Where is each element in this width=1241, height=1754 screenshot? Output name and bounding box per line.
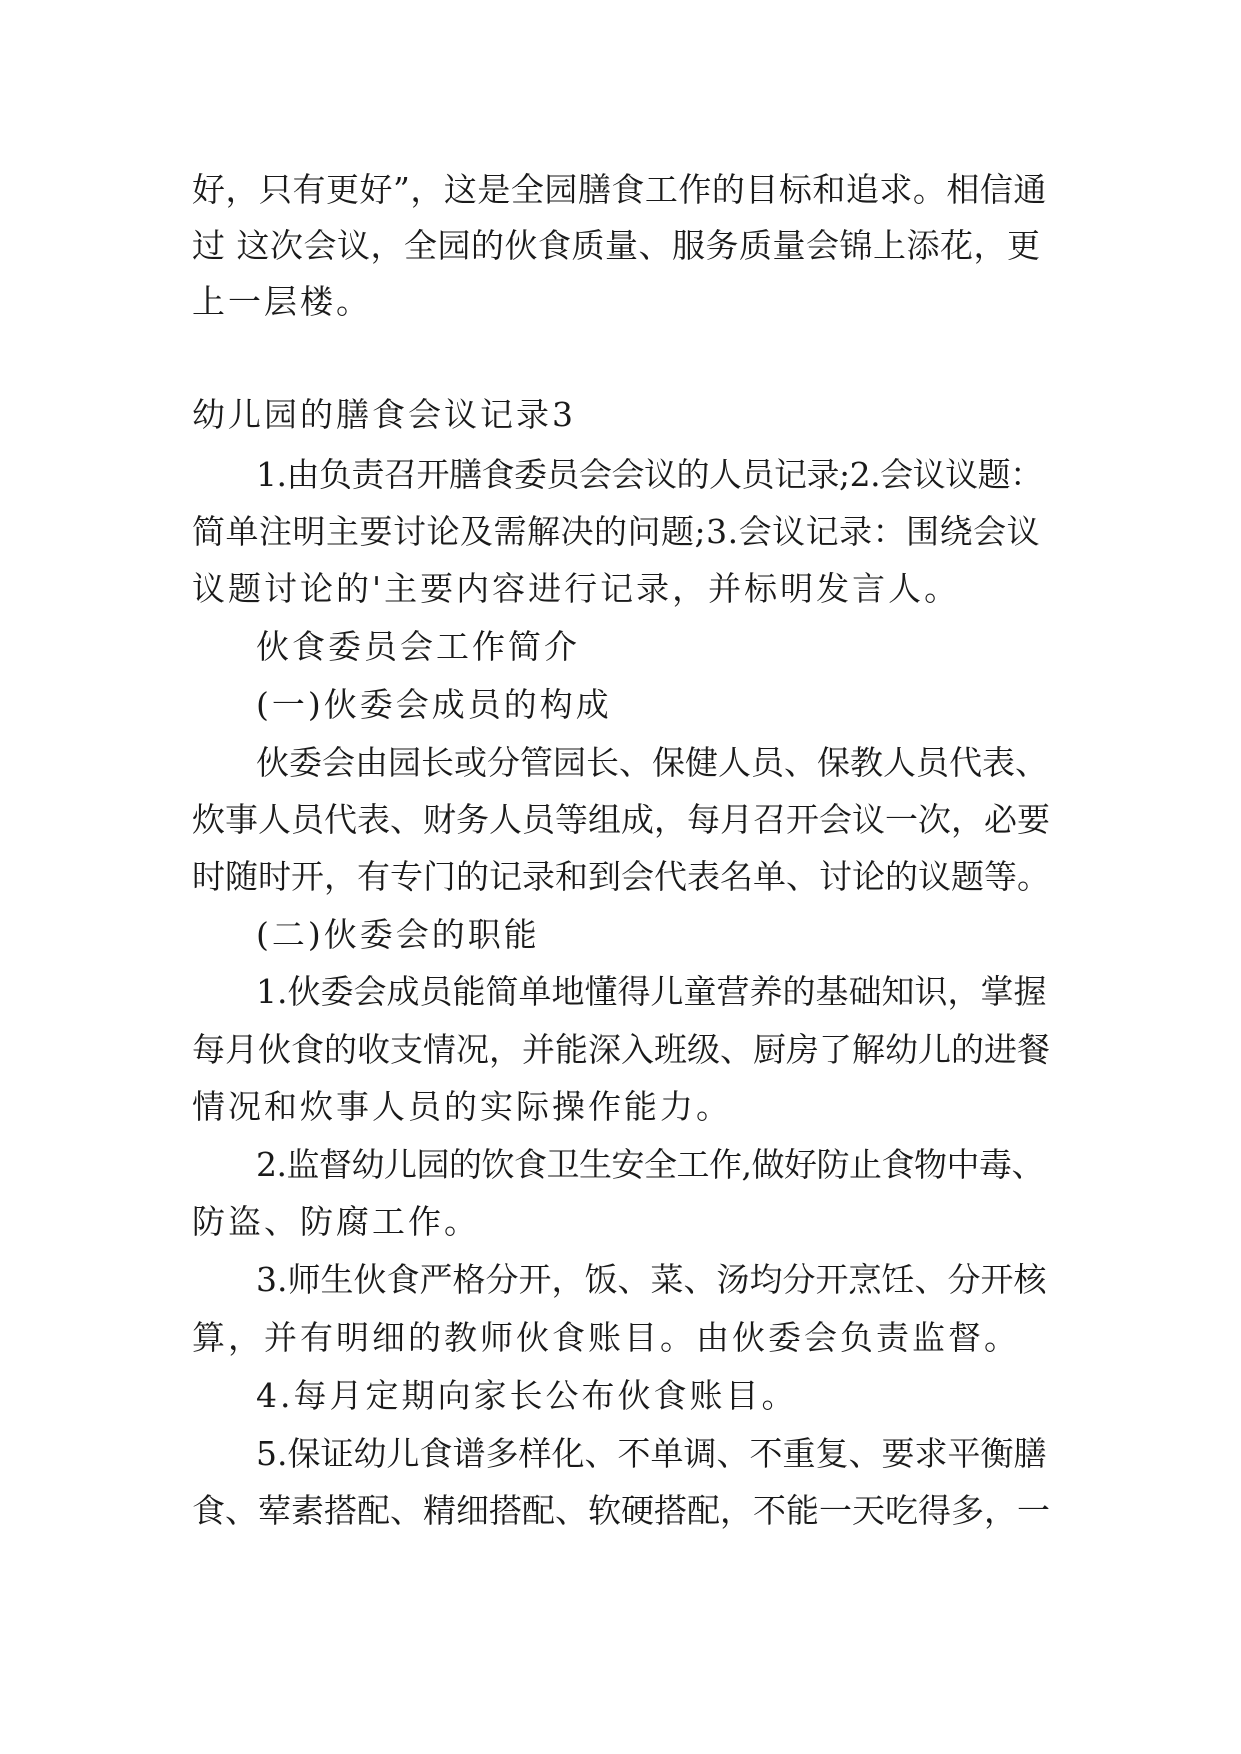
text-line: 每月伙食的收支情况，并能深入班级、厨房了解幼儿的进餐 (192, 1030, 1050, 1069)
subheading: (二)伙委会的职能 (256, 915, 540, 954)
text-line: 1.伙委会成员能简单地懂得儿童营养的基础知识，掌握 (256, 972, 1047, 1011)
text-line: 伙委会由园长或分管园长、保健人员、保教人员代表、 (256, 743, 1048, 782)
text-line: 3.师生伙食严格分开，饭、菜、汤均分开烹饪、分开核 (256, 1260, 1047, 1299)
text-line: 4.每月定期向家长公布伙食账目。 (256, 1376, 798, 1415)
text-line: 过 这次会议，全园的伙食质量、服务质量会锦上添花，更 (192, 226, 1041, 265)
text-line: 5.保证幼儿食谱多样化、不单调、不重复、要求平衡膳 (256, 1434, 1047, 1473)
text-line: 炊事人员代表、财务人员等组成，每月召开会议一次，必要 (192, 800, 1050, 839)
text-line: 2.监督幼儿园的饮食卫生安全工作,做好防止食物中毒、 (256, 1145, 1044, 1184)
text-line: 防盗、防腐工作。 (192, 1202, 480, 1241)
text-line: 时随时开，有专门的记录和到会代表名单、讨论的议题等。 (192, 857, 1050, 896)
text-line: 1.由负责召开膳食委员会会议的人员记录;2.会议议题： (256, 455, 1043, 494)
subheading: 伙食委员会工作简介 (256, 627, 580, 666)
text-line: 简单注明主要讨论及需解决的问题;3.会议记录：围绕会议 (192, 512, 1041, 551)
text-line: 情况和炊事人员的实际操作能力。 (192, 1087, 732, 1126)
text-line: 食、荤素搭配、精细搭配、软硬搭配，不能一天吃得多，一 (192, 1491, 1050, 1530)
text-line: 上一层楼。 (192, 282, 372, 321)
text-line: 好，只有更好”，这是全园膳食工作的目标和追求。相信通 (192, 170, 1047, 209)
text-line: 算，并有明细的教师伙食账目。由伙委会负责监督。 (192, 1318, 1020, 1357)
subheading: (一)伙委会成员的构成 (256, 685, 612, 724)
section-heading: 幼儿园的膳食会议记录3 (192, 395, 576, 434)
text-line: 议题讨论的'主要内容进行记录，并标明发言人。 (192, 569, 961, 608)
